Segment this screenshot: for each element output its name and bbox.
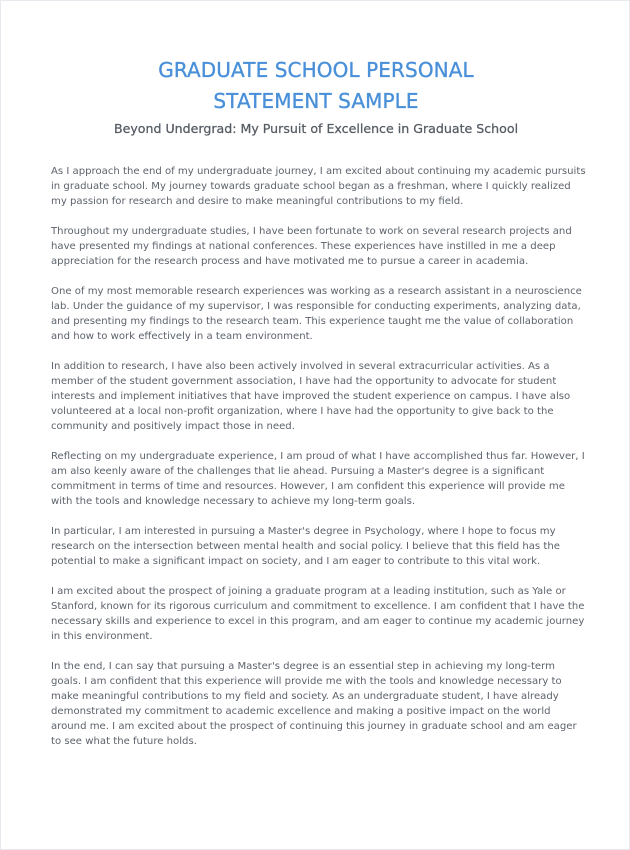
- paragraph-5: Reflecting on my undergraduate experience, I am proud of what I have accomplished thus far. However, I am also keenly aware of the challenges that lie ahead. Pursuing a Master's degree is a significant commitment in terms of time and resources. However, I am confident this experience will provide me with the tools and knowledge necessary to achieve my long-term goals.: [51, 451, 585, 507]
- paragraph-3: One of my most memorable research experiences was working as a research assistant in a neuroscience lab. Under the guidance of my supervisor, I was responsible for conducting experiments, analyzing data, and presenting my findings to the research team. This experience taught me the value of collaboration and how to work effectively in a team environment.: [51, 286, 582, 342]
- paragraph-8: In the end, I can say that pursuing a Master's degree is an essential step in achieving my long-term goals. I am confident that this experience will provide me with the tools and knowledge necessary to make meaningful contributions to my field and society. As an undergraduate student, I have already demonstrated my commitment to academic excellence and making a positive impact on the world around me. I am excited about the prospect of continuing this journey in graduate school and am eager to see what the future holds.: [51, 661, 577, 747]
- document-title: [1, 55, 630, 117]
- paragraph-6: In particular, I am interested in pursuing a Master's degree in Psychology, where I hope to focus my research on the intersection between mental health and social policy. I believe that this field has the potential to make a significant impact on society, and I am eager to contribute to this vital work.: [51, 526, 560, 567]
- document-subtitle: Beyond Undergrad: My Pursuit of Excellence in Graduate School: [113, 121, 519, 136]
- document-body: [51, 164, 587, 764]
- paragraph-7: I am excited about the prospect of joining a graduate program at a leading institution, such as Yale or Stanford, known for its rigorous curriculum and commitment to excellence. I am confident that I have the necessary skills and experience to excel in this program, and am eager to continue my academic journey in this environment.: [51, 586, 585, 642]
- paragraph-4: In addition to research, I have also been actively involved in several extracurricular activities. As a member of the student government association, I have had the opportunity to advocate for student interests and implement initiatives that have improved the student experience on campus. I have also volunteered at a local non-profit organization, where I have had the opportunity to give back to the community and positively impact those in need.: [51, 361, 571, 432]
- paragraph-2: Throughout my undergraduate studies, I have been fortunate to work on several research projects and have presented my findings at national conferences. These experiences have instilled in me a deep appreciation for the research process and have motivated me to pursue a career in academia.: [51, 226, 572, 267]
- paragraph-1: As I approach the end of my undergraduate journey, I am excited about continuing my academic pursuits in graduate school. My journey towards graduate school began as a freshman, where I quickly realized my passion for research and desire to make meaningful contributions to my field.: [51, 166, 586, 207]
- document-title-line-1: GRADUATE SCHOOL PERSONAL: [158, 58, 474, 83]
- document-title-line-2: STATEMENT SAMPLE: [213, 89, 419, 114]
